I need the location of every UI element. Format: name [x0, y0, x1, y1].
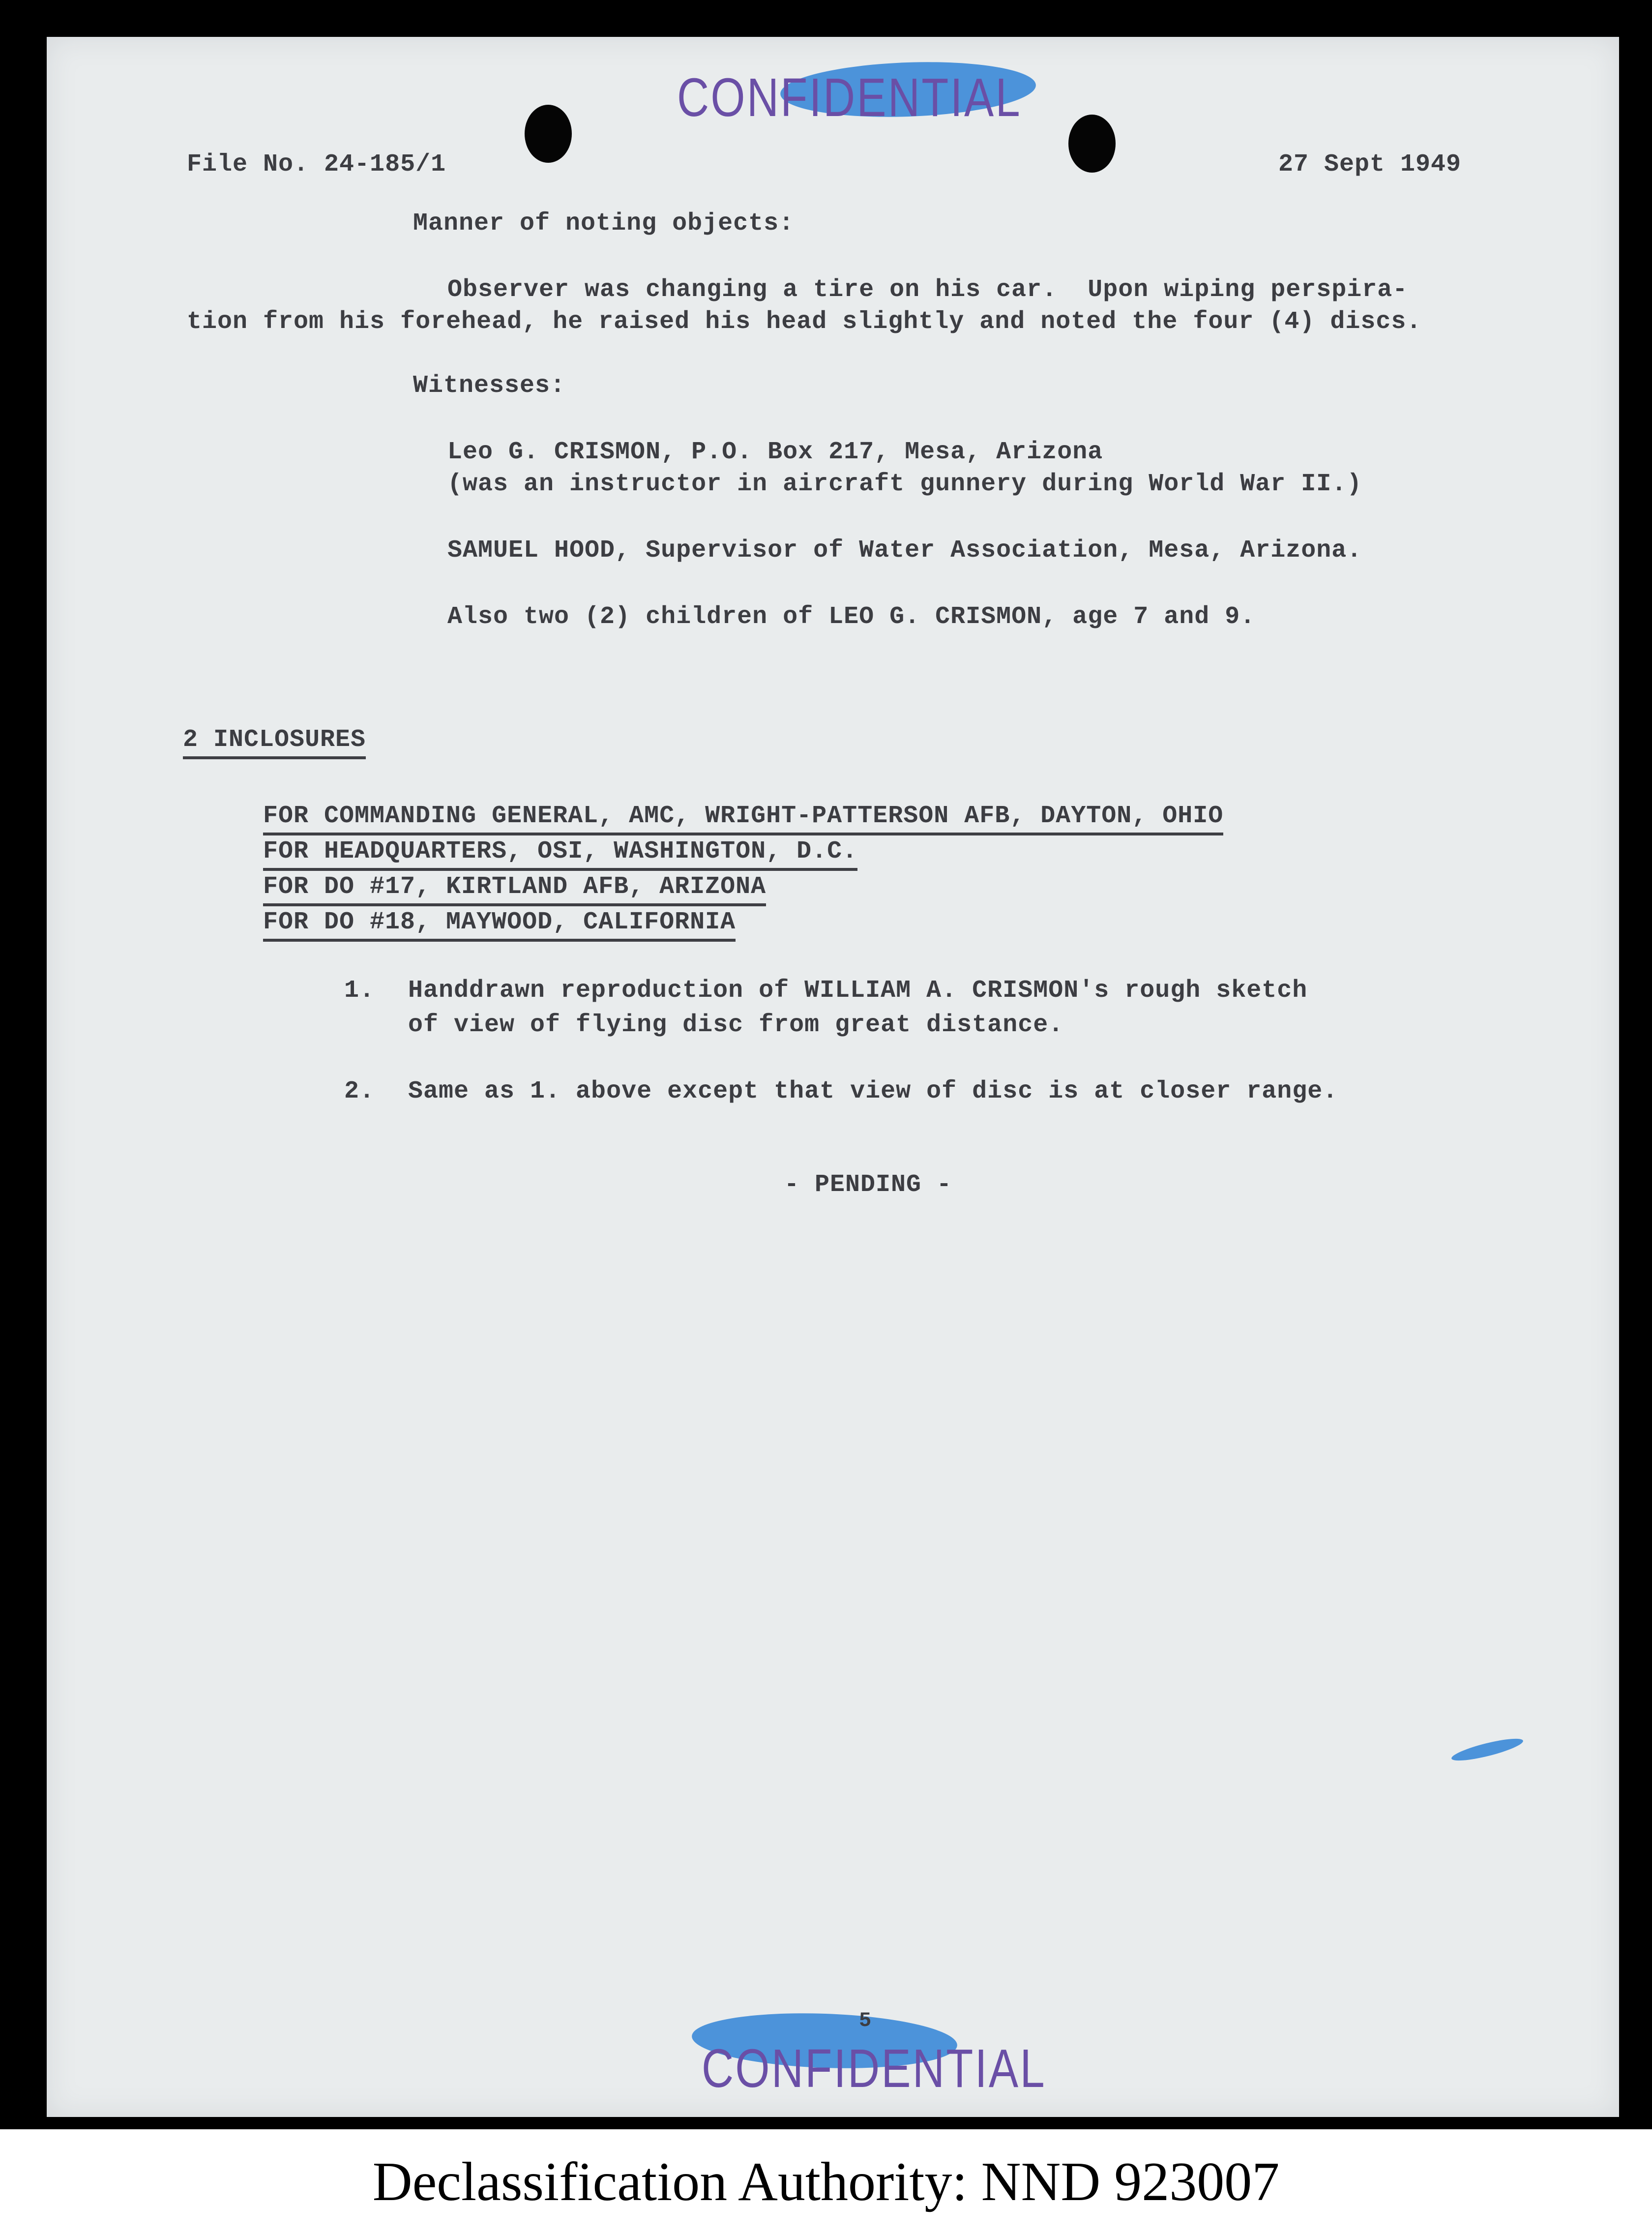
document-page — [47, 37, 1619, 2117]
file-number: File No. 24-185/1 — [187, 150, 446, 179]
manner-paragraph-line2: tion from his forehead, he raised his head slightly and noted the four (4) discs. — [187, 308, 1422, 336]
punch-hole-right — [1068, 115, 1116, 173]
witness3: Also two (2) children of LEO G. CRISMON, age 7 and 9. — [447, 603, 1256, 631]
inclosure-item-2-text: Same as 1. above except that view of disc is at closer range. — [408, 1077, 1338, 1105]
witness1-line2: (was an instructor in aircraft gunnery during World War II.) — [447, 470, 1362, 498]
document-date: 27 Sept 1949 — [1278, 150, 1462, 179]
distribution-line: FOR DO #17, KIRTLAND AFB, ARIZONA — [263, 875, 766, 906]
pending-status: - PENDING - — [784, 1171, 952, 1199]
manner-heading: Manner of noting objects: — [413, 209, 795, 238]
blue-marker-mark — [1450, 1734, 1525, 1765]
witness2: SAMUEL HOOD, Supervisor of Water Association, Mesa, Arizona. — [447, 536, 1362, 565]
witness1-line1: Leo G. CRISMON, P.O. Box 217, Mesa, Arizona — [447, 438, 1103, 466]
declassification-authority: Declassification Authority: NND 923007 — [372, 2151, 1280, 2212]
inclosure-item-2-number: 2. — [344, 1077, 375, 1105]
inclosure-item-1-number: 1. — [344, 977, 375, 1005]
distribution-line: FOR DO #18, MAYWOOD, CALIFORNIA — [263, 910, 736, 942]
inclosure-item-1-line1: Handdrawn reproduction of WILLIAM A. CRISMON's rough sketch — [408, 977, 1308, 1005]
page-number: 5 — [859, 2009, 872, 2032]
witnesses-heading: Witnesses: — [413, 372, 566, 400]
distribution-line: FOR HEADQUARTERS, OSI, WASHINGTON, D.C. — [263, 839, 857, 871]
punch-hole-left — [525, 105, 572, 163]
confidential-stamp-top: CONFIDENTIAL — [677, 67, 1022, 128]
manner-paragraph-line1: Observer was changing a tire on his car. Upon wiping perspira- — [447, 276, 1408, 304]
confidential-stamp-bottom: CONFIDENTIAL — [702, 2038, 1046, 2099]
inclosure-item-1-line2: of view of flying disc from great distance. — [408, 1011, 1064, 1039]
inclosures-heading: 2 INCLOSURES — [183, 728, 366, 759]
distribution-line: FOR COMMANDING GENERAL, AMC, WRIGHT-PATTERSON AFB, DAYTON, OHIO — [263, 804, 1223, 835]
